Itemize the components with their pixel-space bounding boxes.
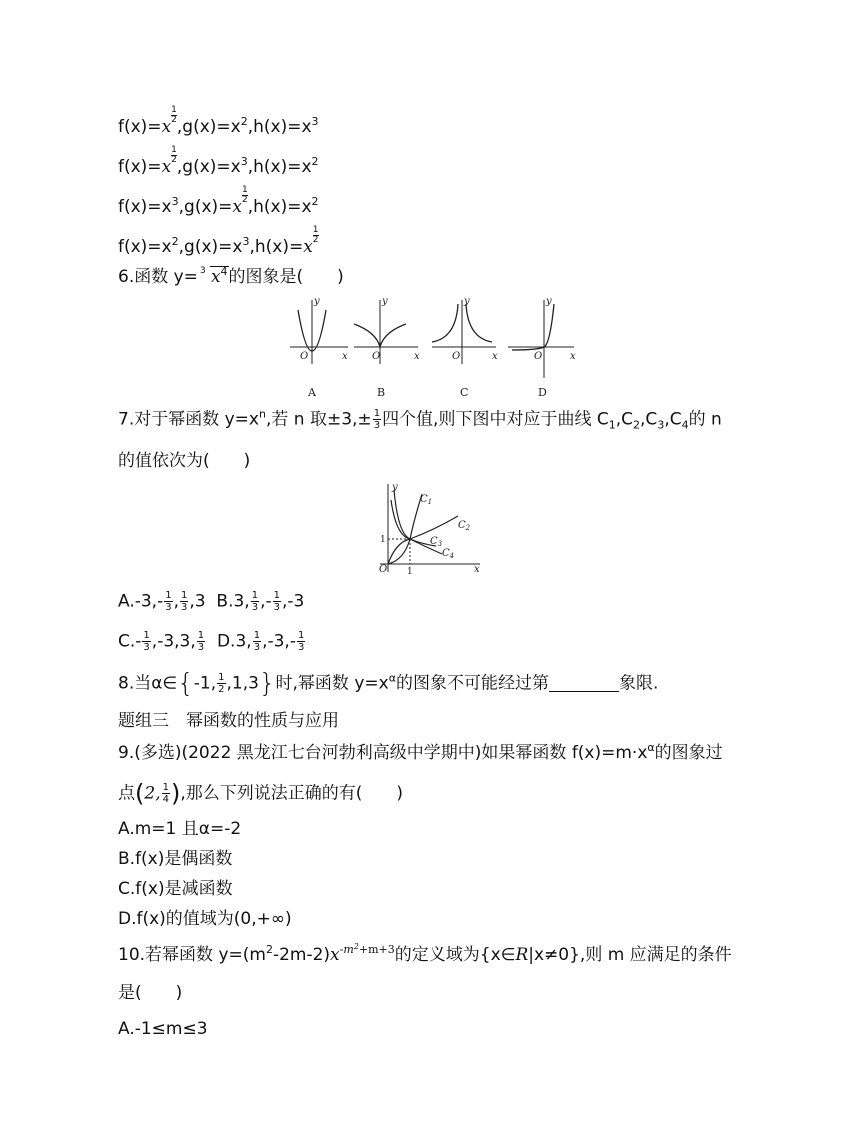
tick-label-x-one: 1 (407, 567, 413, 576)
q5-option-d: $f(x)=x^2,g(x)=x^3,h(x)=x$ $\frac{1}{2}$ (118, 225, 319, 257)
q5-option-a: f(x)=x $\frac{1}{2}$ $,g(x)=x^2,h(x)=x^3$ (118, 105, 319, 137)
origin-label: O (379, 564, 388, 575)
axis-label-x: x (342, 351, 348, 362)
q6-stem: 6.函数 y= 3 $x^4$的图象是( ) (118, 265, 344, 287)
q6-graph-options (280, 292, 580, 402)
q10-stem-line2: 是( ) (118, 983, 183, 1003)
answer-blank[interactable] (549, 675, 619, 692)
q9-stem-line1: 9.(多选)(2022 黑龙江七台河勃利高级中学期中)如果幂函数 $f(x)=m\cdot x^\alpha$的图象过 (118, 741, 723, 763)
axis-label-y: y (546, 296, 552, 307)
origin-label: O (534, 351, 543, 362)
axis-label-y: y (314, 296, 320, 307)
graph-label-c: C (460, 386, 469, 399)
q10-stem-line1: 10.若幂函数 $y=(m^2-2m-2)x^{-m^2+m+3}$的定义域为{x∈R|x≠0},则 m 应满足的条件 (118, 942, 732, 965)
q9-option-c: C.f(x)是减函数 (118, 879, 233, 899)
curve-label-c3: $C_3$ (430, 536, 443, 548)
q9-option-d: D.f(x)的值域为(0,+∞) (118, 909, 292, 929)
curve-label-c4: $C_4$ (442, 548, 455, 560)
q8-stem: 8.当α∈{-1, $\frac{1}{2}$ ,1,3}时,幂函数 $y=x^\alpha$的图象不可能经过第 象限. (118, 668, 659, 699)
axis-label-x: x (414, 351, 420, 362)
graph-label-b: B (377, 386, 386, 399)
group-title: 题组三 幂函数的性质与应用 (118, 711, 339, 731)
q7-stem-line1: 7.对于幂函数 $y=x^n$,若 n 取±3,± $\frac{1}{3}$ 四个值,则下图中对应于曲线 $C_1,C_2,C_3,C_4$的 n (118, 407, 722, 432)
q10-option-a: A.-1≤m≤3 (118, 1019, 208, 1039)
q7-curve-figure (374, 480, 484, 576)
axis-label-x: x (474, 564, 480, 575)
q5-option-c: $f(x)=x^3,g(x)=x$ $\frac{1}{2}$ $,h(x)=x^2$ (118, 185, 319, 217)
q7-options-cd: C.- $\frac{1}{3}$ ,-3,3, $\frac{1}{3}$ D.3, $\frac{1}{3}$ ,-3,- $\frac{1}{3}$ (118, 630, 305, 653)
axis-label-y: y (464, 296, 470, 307)
graph-label-a: A (308, 386, 316, 399)
axis-label-x: x (492, 351, 498, 362)
graph-label-d: D (538, 386, 547, 399)
origin-label: O (452, 351, 461, 362)
axis-label-y: y (392, 482, 398, 493)
origin-label: O (300, 351, 309, 362)
axis-label-y: y (382, 296, 388, 307)
q5-option-b: f(x)=x $\frac{1}{2}$ $,g(x)=x^3,h(x)=x^2$ (118, 145, 319, 177)
origin-label: O (372, 351, 381, 362)
curve-label-c2: $C_2$ (458, 520, 471, 532)
axis-label-x: x (570, 351, 576, 362)
q7-options-ab: A.-3,- $\frac{1}{3}$ , $\frac{1}{3}$ ,3 B.3, $\frac{1}{3}$ ,- $\frac{1}{3}$ ,-3 (118, 590, 305, 613)
q9-option-a: A.m=1 且α=-2 (118, 819, 242, 839)
tick-label-y-one: 1 (380, 535, 386, 545)
cube-root: 3 $x^4$ (199, 265, 228, 287)
q9-option-b: B.f(x)是偶函数 (118, 849, 233, 869)
curve-label-c1: $C_1$ (420, 494, 433, 506)
q7-stem-line2: 的值依次为( ) (118, 451, 251, 471)
q9-stem-line2: 点(2, $\frac{1}{4}$ ),那么下列说法正确的有( ) (118, 779, 404, 808)
